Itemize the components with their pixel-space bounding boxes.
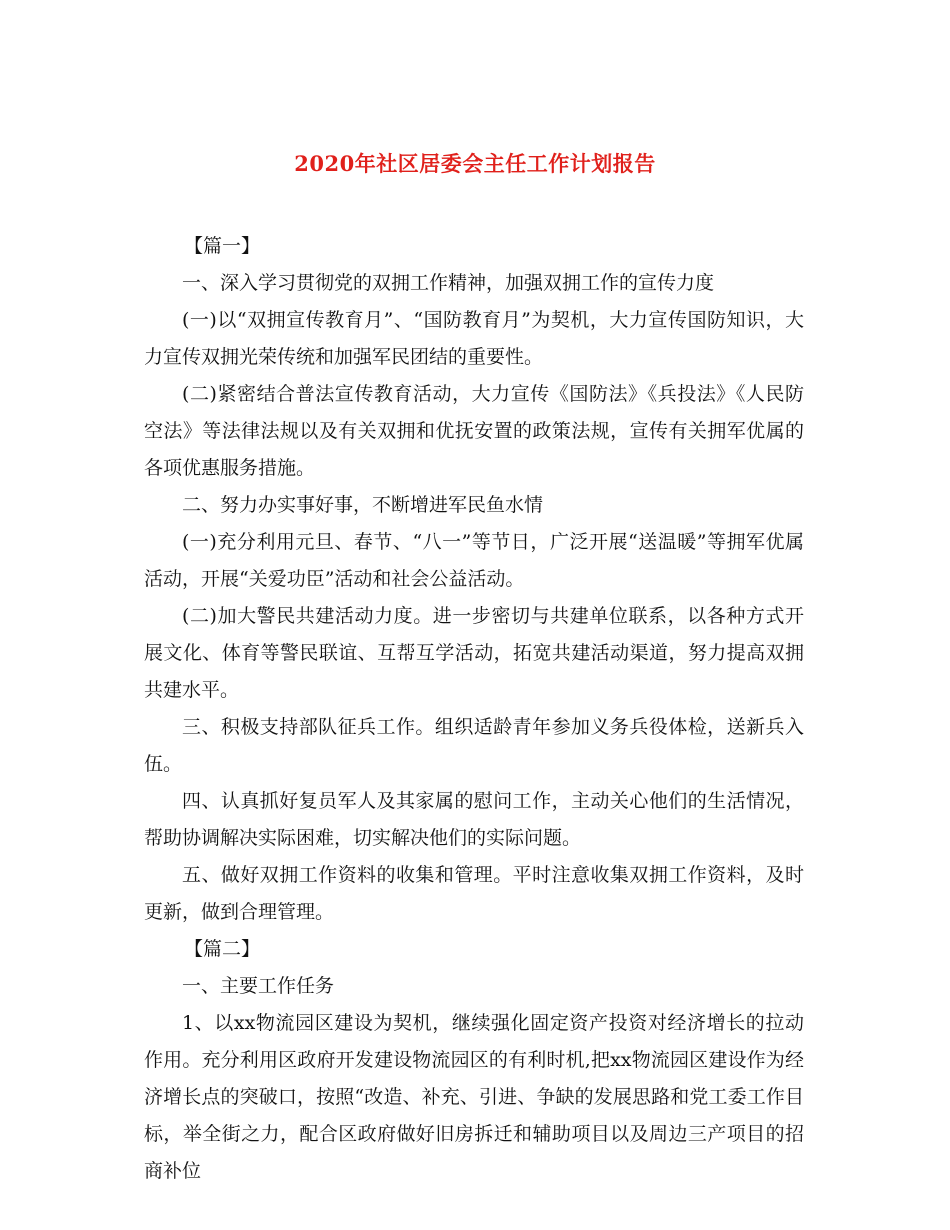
paragraph: 二、努力办实事好事，不断增进军民鱼水情: [182, 494, 544, 516]
paragraph: (一)充分利用元旦、春节、“八一”等节日，广泛开展“送温暖”等拥军优属活动，开展“关爱功臣”活动和社会公益活动。: [144, 531, 804, 590]
section-heading: 【篇二】: [184, 938, 261, 960]
paragraph: (二)加大警民共建活动力度。进一步密切与共建单位联系，以各种方式开展文化、体育等警民联谊、互帮互学活动，拓宽共建活动渠道，努力提高双拥共建水平。: [144, 605, 804, 701]
paragraph: (二)紧密结合普法宣传教育活动，大力宣传《国防法》《兵投法》《人民防空法》等法律法规以及有关双拥和优抚安置的政策法规，宣传有关拥军优属的各项优惠服务措施。: [144, 383, 804, 479]
paragraph: 一、主要工作任务: [182, 975, 335, 997]
paragraph: 一、深入学习贯彻党的双拥工作精神，加强双拥工作的宣传力度: [182, 272, 715, 294]
section-heading: 【篇一】: [184, 235, 261, 257]
paragraph: 五、做好双拥工作资料的收集和管理。平时注意收集双拥工作资料，及时更新，做到合理管理。: [144, 864, 804, 923]
paragraph: 三、积极支持部队征兵工作。组织适龄青年参加义务兵役体检，送新兵入伍。: [144, 716, 804, 775]
paragraph: 1、以xx物流园区建设为契机，继续强化固定资产投资对经济增长的拉动作用。充分利用区政府开发建设物流园区的有利时机,把xx物流园区建设作为经济增长点的突破口，按照“改造、补充、引进、争缺的发展思路和党工委工作目标，举全街之力，配合区政府做好旧房拆迁和辅助项目以及周边三产项目的招商补位: [144, 1012, 804, 1182]
paragraph: (一)以“双拥宣传教育月”、“国防教育月”为契机，大力宣传国防知识，大力宣传双拥光荣传统和加强军民团结的重要性。: [144, 309, 804, 368]
document-title: 2020年社区居委会主任工作计划报告: [294, 151, 656, 176]
document-body: [144, 228, 804, 1190]
paragraph: 四、认真抓好复员军人及其家属的慰问工作，主动关心他们的生活情况，帮助协调解决实际困难，切实解决他们的实际问题。: [144, 790, 804, 849]
